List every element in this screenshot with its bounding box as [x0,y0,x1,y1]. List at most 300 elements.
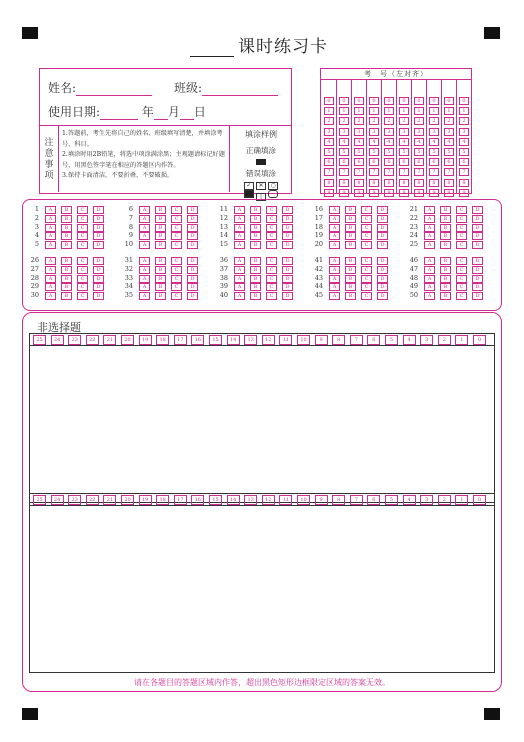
class-field[interactable] [202,83,278,96]
id-digit-bubble[interactable]: 2 [414,117,424,125]
score-box[interactable]: 19 [139,495,152,505]
option-bubble[interactable]: B [440,232,451,240]
option-bubble[interactable]: C [266,215,277,223]
option-bubble[interactable]: B [345,257,356,265]
id-digit-bubble[interactable]: 8 [339,179,349,187]
option-bubble[interactable]: B [345,292,356,300]
option-bubble[interactable]: C [456,224,467,232]
score-box[interactable]: 22 [86,495,99,505]
score-box[interactable]: 23 [68,495,81,505]
score-box[interactable]: 11 [279,335,292,345]
option-bubble[interactable]: B [250,224,261,232]
id-digit-bubble[interactable]: 0 [369,97,379,105]
option-bubble[interactable]: D [282,215,293,223]
option-bubble[interactable]: D [187,283,198,291]
id-digit-bubble[interactable]: 5 [369,148,379,156]
answer-panel-2[interactable] [29,493,495,673]
id-digit-bubble[interactable]: 6 [384,158,394,166]
option-bubble[interactable]: C [171,215,182,223]
score-box[interactable]: 2 [438,335,451,345]
id-digit-bubble[interactable]: 9 [354,189,364,197]
option-bubble[interactable]: A [329,257,340,265]
option-bubble[interactable]: C [361,257,372,265]
score-box[interactable]: 4 [403,335,416,345]
score-box[interactable]: 6 [367,495,380,505]
score-box[interactable]: 17 [174,495,187,505]
option-bubble[interactable]: D [187,206,198,214]
option-bubble[interactable]: B [345,275,356,283]
score-box[interactable]: 25 [33,335,46,345]
option-bubble[interactable]: B [155,206,166,214]
option-bubble[interactable]: D [472,266,483,274]
id-digit-bubble[interactable]: 3 [384,128,394,136]
option-bubble[interactable]: A [234,275,245,283]
score-box[interactable]: 7 [350,335,363,345]
option-bubble[interactable]: A [139,206,150,214]
score-box[interactable]: 0 [473,335,486,345]
id-digit-bubble[interactable]: 1 [459,107,469,115]
option-bubble[interactable]: C [171,257,182,265]
id-digit-bubble[interactable]: 1 [414,107,424,115]
option-bubble[interactable]: C [77,266,88,274]
id-digit-bubble[interactable]: 8 [459,179,469,187]
id-digit-bubble[interactable]: 9 [459,189,469,197]
title-blank[interactable] [190,42,234,57]
option-bubble[interactable]: A [139,292,150,300]
option-bubble[interactable]: C [361,292,372,300]
id-digit-bubble[interactable]: 0 [339,97,349,105]
option-bubble[interactable]: C [77,275,88,283]
id-digit-bubble[interactable]: 2 [324,117,334,125]
score-box[interactable]: 5 [385,335,398,345]
option-bubble[interactable]: C [77,232,88,240]
option-bubble[interactable]: D [377,206,388,214]
option-bubble[interactable]: B [61,224,72,232]
score-box[interactable]: 24 [51,495,64,505]
id-digit-bubble[interactable]: 9 [414,189,424,197]
id-digit-bubble[interactable]: 6 [324,158,334,166]
option-bubble[interactable]: D [377,275,388,283]
option-bubble[interactable]: C [361,266,372,274]
option-bubble[interactable]: B [250,292,261,300]
id-digit-bubble[interactable]: 3 [444,128,454,136]
id-digit-bubble[interactable]: 0 [414,97,424,105]
option-bubble[interactable]: A [139,266,150,274]
id-digit-bubble[interactable]: 3 [429,128,439,136]
id-digit-bubble[interactable]: 0 [399,97,409,105]
option-bubble[interactable]: A [234,232,245,240]
option-bubble[interactable]: D [282,241,293,249]
score-box[interactable]: 11 [279,495,292,505]
id-digit-bubble[interactable]: 4 [324,138,334,146]
option-bubble[interactable]: D [93,215,104,223]
option-bubble[interactable]: D [377,241,388,249]
id-digit-bubble[interactable]: 2 [399,117,409,125]
option-bubble[interactable]: D [93,292,104,300]
id-digit-bubble[interactable]: 6 [354,158,364,166]
option-bubble[interactable]: B [155,275,166,283]
option-bubble[interactable]: B [440,241,451,249]
option-bubble[interactable]: D [377,292,388,300]
option-bubble[interactable]: B [61,283,72,291]
option-bubble[interactable]: C [456,275,467,283]
score-box[interactable]: 7 [350,495,363,505]
option-bubble[interactable]: C [456,206,467,214]
score-box[interactable]: 25 [33,495,46,505]
option-bubble[interactable]: A [45,241,56,249]
id-digit-bubble[interactable]: 2 [339,117,349,125]
option-bubble[interactable]: B [440,224,451,232]
option-bubble[interactable]: C [361,275,372,283]
option-bubble[interactable]: B [155,241,166,249]
option-bubble[interactable]: C [266,241,277,249]
option-bubble[interactable]: A [139,283,150,291]
option-bubble[interactable]: C [77,206,88,214]
id-digit-bubble[interactable]: 6 [339,158,349,166]
id-digit-bubble[interactable]: 2 [384,117,394,125]
option-bubble[interactable]: B [61,206,72,214]
option-bubble[interactable]: D [472,241,483,249]
option-bubble[interactable]: B [440,215,451,223]
option-bubble[interactable]: B [345,266,356,274]
option-bubble[interactable]: B [61,275,72,283]
name-field[interactable] [76,83,152,96]
option-bubble[interactable]: A [45,206,56,214]
score-box[interactable]: 19 [139,335,152,345]
option-bubble[interactable]: A [234,257,245,265]
option-bubble[interactable]: A [45,292,56,300]
option-bubble[interactable]: C [266,292,277,300]
option-bubble[interactable]: A [424,215,435,223]
id-digit-bubble[interactable]: 1 [354,107,364,115]
option-bubble[interactable]: D [187,241,198,249]
id-digit-bubble[interactable]: 0 [459,97,469,105]
option-bubble[interactable]: A [329,232,340,240]
score-box[interactable]: 20 [121,335,134,345]
option-bubble[interactable]: C [361,215,372,223]
id-digit-bubble[interactable]: 6 [399,158,409,166]
option-bubble[interactable]: A [45,232,56,240]
option-bubble[interactable]: C [171,224,182,232]
id-digit-bubble[interactable]: 7 [384,168,394,176]
score-box[interactable]: 23 [68,335,81,345]
id-digit-bubble[interactable]: 7 [369,168,379,176]
option-bubble[interactable]: D [282,266,293,274]
score-box[interactable]: 10 [297,335,310,345]
id-digit-bubble[interactable]: 0 [444,97,454,105]
id-digit-bubble[interactable]: 9 [429,189,439,197]
option-bubble[interactable]: C [171,241,182,249]
score-box[interactable]: 9 [315,495,328,505]
id-digit-bubble[interactable]: 0 [354,97,364,105]
option-bubble[interactable]: D [472,232,483,240]
option-bubble[interactable]: B [345,232,356,240]
id-digit-bubble[interactable]: 3 [369,128,379,136]
day-field[interactable] [180,107,194,120]
score-box[interactable]: 1 [455,335,468,345]
id-digit-bubble[interactable]: 4 [414,138,424,146]
id-digit-bubble[interactable]: 5 [339,148,349,156]
option-bubble[interactable]: D [472,283,483,291]
option-bubble[interactable]: B [250,266,261,274]
score-box[interactable]: 3 [420,495,433,505]
id-digit-bubble[interactable]: 6 [444,158,454,166]
option-bubble[interactable]: A [234,266,245,274]
id-digit-bubble[interactable]: 7 [414,168,424,176]
id-digit-bubble[interactable]: 4 [399,138,409,146]
option-bubble[interactable]: B [440,266,451,274]
id-digit-bubble[interactable]: 7 [444,168,454,176]
option-bubble[interactable]: D [93,206,104,214]
id-digit-bubble[interactable]: 3 [324,128,334,136]
id-digit-bubble[interactable]: 6 [414,158,424,166]
option-bubble[interactable]: B [440,292,451,300]
id-digit-bubble[interactable]: 7 [459,168,469,176]
option-bubble[interactable]: D [93,283,104,291]
option-bubble[interactable]: D [377,283,388,291]
option-bubble[interactable]: A [329,215,340,223]
option-bubble[interactable]: A [329,206,340,214]
option-bubble[interactable]: A [424,283,435,291]
option-bubble[interactable]: C [266,283,277,291]
id-digit-bubble[interactable]: 1 [429,107,439,115]
id-digit-bubble[interactable]: 9 [369,189,379,197]
id-digit-bubble[interactable]: 6 [459,158,469,166]
option-bubble[interactable]: C [266,257,277,265]
option-bubble[interactable]: D [187,232,198,240]
score-box[interactable]: 21 [103,495,116,505]
id-digit-bubble[interactable]: 7 [324,168,334,176]
score-box[interactable]: 2 [438,495,451,505]
score-box[interactable]: 18 [156,495,169,505]
option-bubble[interactable]: C [266,206,277,214]
score-box[interactable]: 13 [244,495,257,505]
id-digit-bubble[interactable]: 9 [324,189,334,197]
option-bubble[interactable]: C [456,232,467,240]
option-bubble[interactable]: C [266,266,277,274]
id-digit-bubble[interactable]: 4 [459,138,469,146]
option-bubble[interactable]: B [155,232,166,240]
option-bubble[interactable]: A [139,241,150,249]
option-bubble[interactable]: C [171,275,182,283]
option-bubble[interactable]: A [139,275,150,283]
option-bubble[interactable]: C [77,257,88,265]
score-box[interactable]: 8 [332,335,345,345]
option-bubble[interactable]: B [440,257,451,265]
score-box[interactable]: 14 [227,335,240,345]
id-digit-bubble[interactable]: 4 [369,138,379,146]
option-bubble[interactable]: D [377,232,388,240]
option-bubble[interactable]: B [155,215,166,223]
option-bubble[interactable]: D [187,224,198,232]
score-box[interactable]: 0 [473,495,486,505]
option-bubble[interactable]: D [282,224,293,232]
option-bubble[interactable]: C [361,232,372,240]
option-bubble[interactable]: C [266,224,277,232]
option-bubble[interactable]: B [155,292,166,300]
option-bubble[interactable]: D [93,266,104,274]
option-bubble[interactable]: B [345,241,356,249]
id-digit-bubble[interactable]: 5 [414,148,424,156]
score-box[interactable]: 3 [420,335,433,345]
id-digit-bubble[interactable]: 3 [459,128,469,136]
option-bubble[interactable]: C [456,292,467,300]
id-digit-bubble[interactable]: 3 [414,128,424,136]
id-digit-bubble[interactable]: 1 [369,107,379,115]
id-digit-bubble[interactable]: 3 [339,128,349,136]
option-bubble[interactable]: C [361,206,372,214]
option-bubble[interactable]: C [171,292,182,300]
id-digit-bubble[interactable]: 8 [444,179,454,187]
score-box[interactable]: 22 [86,335,99,345]
option-bubble[interactable]: B [250,275,261,283]
id-digit-bubble[interactable]: 8 [324,179,334,187]
score-box[interactable]: 16 [191,335,204,345]
score-box[interactable]: 8 [332,495,345,505]
id-digit-bubble[interactable]: 2 [459,117,469,125]
id-digit-bubble[interactable]: 4 [444,138,454,146]
option-bubble[interactable]: D [377,224,388,232]
id-digit-bubble[interactable]: 8 [369,179,379,187]
option-bubble[interactable]: A [329,266,340,274]
id-digit-bubble[interactable]: 3 [399,128,409,136]
option-bubble[interactable]: D [187,215,198,223]
option-bubble[interactable]: B [440,283,451,291]
option-bubble[interactable]: A [424,257,435,265]
score-box[interactable]: 5 [385,495,398,505]
option-bubble[interactable]: C [456,215,467,223]
option-bubble[interactable]: A [45,275,56,283]
option-bubble[interactable]: A [329,224,340,232]
option-bubble[interactable]: B [155,257,166,265]
option-bubble[interactable]: C [77,283,88,291]
option-bubble[interactable]: C [456,257,467,265]
option-bubble[interactable]: A [45,257,56,265]
option-bubble[interactable]: C [77,241,88,249]
option-bubble[interactable]: C [171,232,182,240]
option-bubble[interactable]: A [139,215,150,223]
option-bubble[interactable]: A [45,266,56,274]
id-digit-bubble[interactable]: 5 [324,148,334,156]
id-digit-bubble[interactable]: 0 [429,97,439,105]
option-bubble[interactable]: A [45,215,56,223]
id-digit-bubble[interactable]: 4 [354,138,364,146]
answer-panel-1[interactable] [29,333,495,503]
option-bubble[interactable]: B [155,224,166,232]
score-box[interactable]: 12 [262,335,275,345]
option-bubble[interactable]: A [424,292,435,300]
score-box[interactable]: 17 [174,335,187,345]
option-bubble[interactable]: C [77,215,88,223]
id-digit-bubble[interactable]: 9 [399,189,409,197]
option-bubble[interactable]: C [456,283,467,291]
month-field[interactable] [154,107,168,120]
option-bubble[interactable]: B [61,257,72,265]
id-digit-bubble[interactable]: 6 [429,158,439,166]
option-bubble[interactable]: C [171,283,182,291]
option-bubble[interactable]: D [472,215,483,223]
option-bubble[interactable]: C [266,275,277,283]
option-bubble[interactable]: B [250,241,261,249]
option-bubble[interactable]: C [171,266,182,274]
score-box[interactable]: 21 [103,335,116,345]
score-box[interactable]: 10 [297,495,310,505]
option-bubble[interactable]: B [61,266,72,274]
id-digit-bubble[interactable]: 0 [324,97,334,105]
score-box[interactable]: 4 [403,495,416,505]
option-bubble[interactable]: B [61,292,72,300]
score-box[interactable]: 9 [315,335,328,345]
id-digit-bubble[interactable]: 1 [324,107,334,115]
score-box[interactable]: 24 [51,335,64,345]
year-field[interactable] [100,107,138,120]
score-box[interactable]: 18 [156,335,169,345]
option-bubble[interactable]: D [472,206,483,214]
option-bubble[interactable]: D [93,257,104,265]
id-digit-bubble[interactable]: 8 [384,179,394,187]
id-digit-bubble[interactable]: 2 [444,117,454,125]
id-digit-bubble[interactable]: 9 [339,189,349,197]
id-digit-bubble[interactable]: 4 [429,138,439,146]
option-bubble[interactable]: B [250,215,261,223]
id-digit-bubble[interactable]: 9 [444,189,454,197]
id-digit-bubble[interactable]: 7 [339,168,349,176]
option-bubble[interactable]: B [345,206,356,214]
id-digit-bubble[interactable]: 0 [384,97,394,105]
id-digit-bubble[interactable]: 8 [354,179,364,187]
id-digit-bubble[interactable]: 2 [354,117,364,125]
score-box[interactable]: 13 [244,335,257,345]
option-bubble[interactable]: D [187,257,198,265]
option-bubble[interactable]: C [361,224,372,232]
score-box[interactable]: 12 [262,495,275,505]
id-digit-bubble[interactable]: 8 [399,179,409,187]
option-bubble[interactable]: A [329,292,340,300]
option-bubble[interactable]: C [77,292,88,300]
option-bubble[interactable]: A [234,283,245,291]
option-bubble[interactable]: A [234,215,245,223]
id-digit-bubble[interactable]: 1 [339,107,349,115]
option-bubble[interactable]: A [139,257,150,265]
option-bubble[interactable]: A [234,224,245,232]
option-bubble[interactable]: A [329,241,340,249]
score-box[interactable]: 6 [367,335,380,345]
option-bubble[interactable]: B [250,257,261,265]
option-bubble[interactable]: D [187,275,198,283]
option-bubble[interactable]: B [155,266,166,274]
option-bubble[interactable]: D [187,266,198,274]
id-digit-bubble[interactable]: 1 [444,107,454,115]
id-digit-bubble[interactable]: 5 [444,148,454,156]
option-bubble[interactable]: B [345,283,356,291]
option-bubble[interactable]: A [424,266,435,274]
option-bubble[interactable]: A [45,224,56,232]
id-digit-bubble[interactable]: 8 [429,179,439,187]
id-digit-bubble[interactable]: 4 [339,138,349,146]
option-bubble[interactable]: B [61,215,72,223]
option-bubble[interactable]: D [93,224,104,232]
id-digit-bubble[interactable]: 9 [384,189,394,197]
option-bubble[interactable]: D [93,275,104,283]
id-digit-bubble[interactable]: 5 [399,148,409,156]
option-bubble[interactable]: A [424,275,435,283]
id-digit-bubble[interactable]: 5 [429,148,439,156]
option-bubble[interactable]: D [282,292,293,300]
option-bubble[interactable]: B [250,206,261,214]
option-bubble[interactable]: A [234,241,245,249]
id-digit-bubble[interactable]: 1 [399,107,409,115]
score-box[interactable]: 16 [191,495,204,505]
